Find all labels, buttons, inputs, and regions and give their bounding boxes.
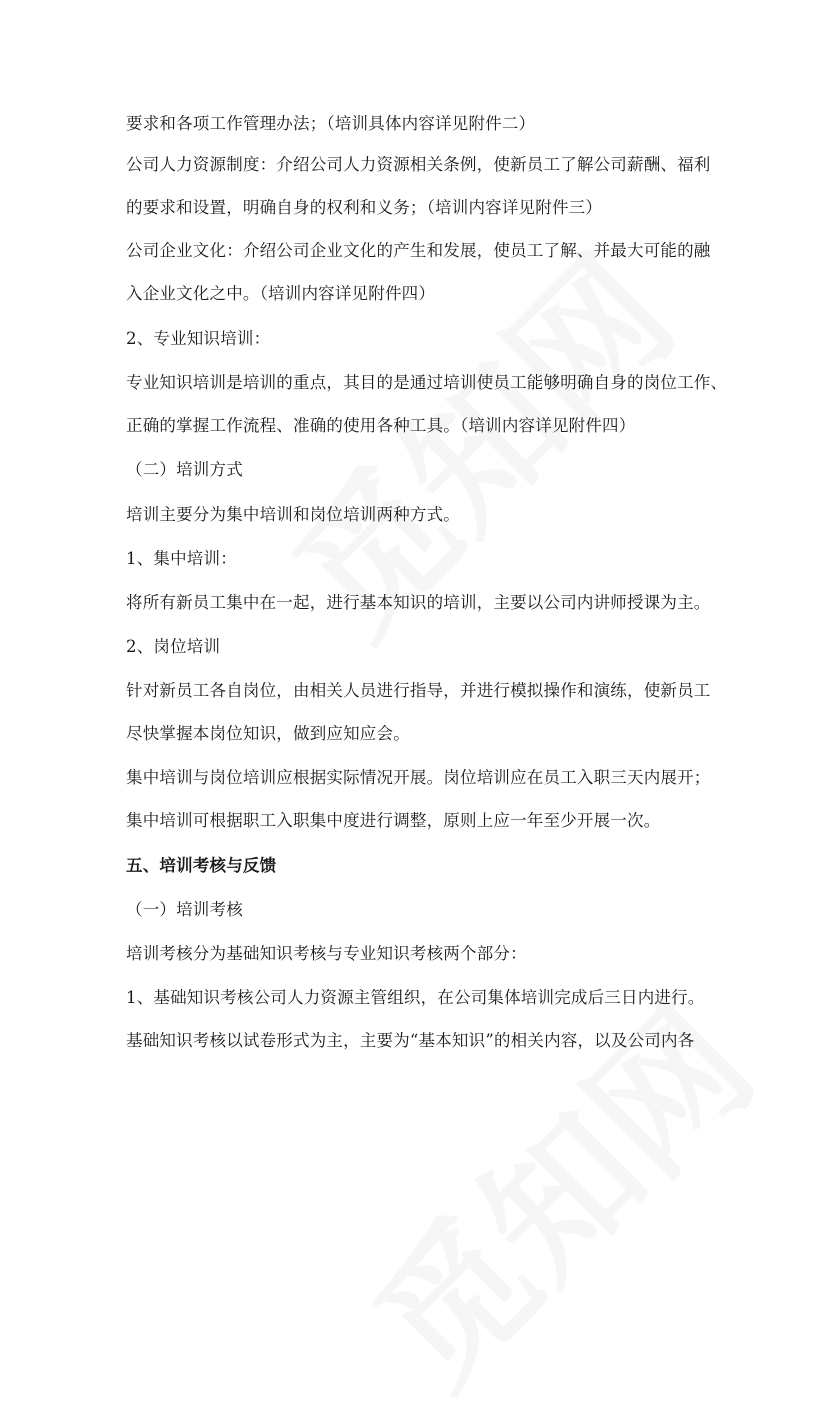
paragraph-line: 基础知识考核以试卷形式为主，主要为“基本知识”的相关内容，以及公司内各 bbox=[126, 1031, 695, 1050]
paragraph-line: 公司人力资源制度：介绍公司人力资源相关条例，使新员工了解公司薪酬、福利 bbox=[126, 155, 711, 174]
paragraph-line: 集中培训与岗位培训应根据实际情况开展。岗位培训应在员工入职三天内展开； bbox=[126, 768, 711, 787]
paragraph-line: 针对新员工各自岗位，由相关人员进行指导，并进行模拟操作和演练，使新员工 bbox=[126, 681, 711, 700]
watermark bbox=[320, 953, 791, 1423]
paragraph-line: 1、基础知识考核公司人力资源主管组织，在公司集体培训完成后三日内进行。 bbox=[126, 988, 705, 1007]
paragraph-line: 尽快掌握本岗位知识，做到应知应会。 bbox=[126, 724, 410, 743]
paragraph-line: 培训考核分为基础知识考核与专业知识考核两个部分： bbox=[126, 944, 527, 963]
paragraph-line: 培训主要分为集中培训和岗位培训两种方式。 bbox=[126, 505, 460, 524]
paragraph-line: 正确的掌握工作流程、准确的使用各种工具。（培训内容详见附件四） bbox=[126, 416, 636, 435]
paragraph-line: 的要求和设置，明确自身的权利和义务；（培训内容详见附件三） bbox=[126, 198, 603, 217]
paragraph-line: 将所有新员工集中在一起，进行基本知识的培训，主要以公司内讲师授课为主。 bbox=[126, 593, 711, 612]
subsection-heading: （二）培训方式 bbox=[126, 460, 243, 479]
paragraph-line: 专业知识培训是培训的重点，其目的是通过培训使员工能够明确自身的岗位工作、 bbox=[126, 373, 728, 392]
paragraph-line: 集中培训可根据职工入职集中度进行调整，原则上应一年至少开展一次。 bbox=[126, 811, 661, 830]
section-heading: 五、培训考核与反馈 bbox=[126, 856, 277, 875]
paragraph-line: 要求和各项工作管理办法；（培训具体内容详见附件二） bbox=[126, 114, 536, 133]
paragraph-line: 公司企业文化：介绍公司企业文化的产生和发展，使员工了解、并最大可能的融 bbox=[126, 241, 711, 260]
subsection-heading: 2、岗位培训 bbox=[126, 637, 221, 656]
subsection-heading: 2、专业知识培训： bbox=[126, 329, 271, 348]
subsection-heading: 1、集中培训： bbox=[126, 549, 237, 568]
subsection-heading: （一）培训考核 bbox=[126, 900, 243, 919]
paragraph-line: 入企业文化之中。（培训内容详见附件四） bbox=[126, 284, 436, 303]
